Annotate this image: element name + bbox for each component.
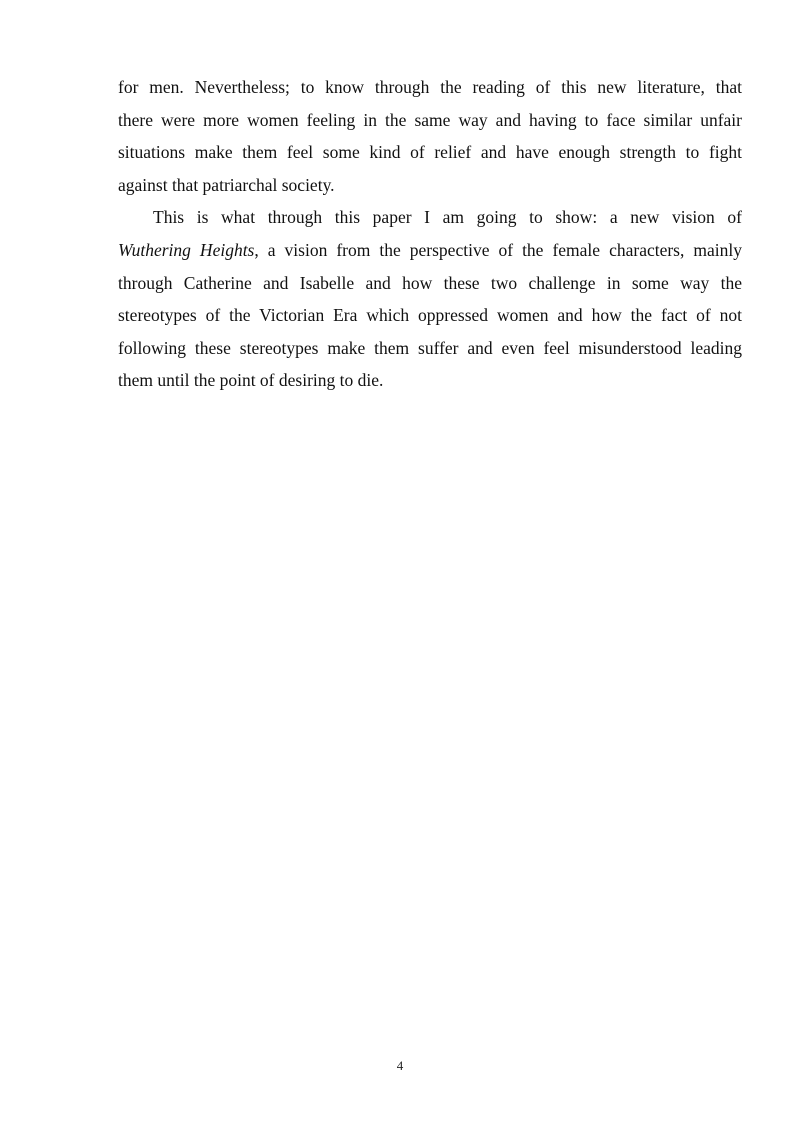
paragraph-2-line-2-rest: , a vision from the perspective of the female characters, mainly <box>254 239 742 260</box>
paragraph-2-line-3: through Catherine and Isabelle and how these two challenge in some way the <box>118 272 742 293</box>
paragraph-1 <box>118 71 742 201</box>
body-text <box>118 71 742 397</box>
paragraph-2-line-4: stereotypes of the Victorian Era which oppressed women and how the fact of not <box>118 305 742 326</box>
paragraph-1-line-1: for men. Nevertheless; to know through the reading of this new literature, that <box>118 77 742 97</box>
paragraph-1-line-2: there were more women feeling in the same way and having to face similar unfair <box>118 109 742 130</box>
paragraph-1-line-3: situations make them feel some kind of relief and have enough strength to fight <box>118 142 742 163</box>
paragraph-1-line-4: against that patriarchal society. <box>118 174 335 195</box>
paragraph-2-line-6: them until the point of desiring to die. <box>118 370 384 391</box>
paragraph-2-line-2 <box>118 234 742 267</box>
book-title: Wuthering Heights <box>118 239 255 260</box>
page-number: 4 <box>396 1058 404 1073</box>
paragraph-2-line-5: following these stereotypes make them suffer and even feel misunderstood leading <box>118 337 742 358</box>
paragraph-2 <box>118 201 742 397</box>
paragraph-2-line-1: This is what through this paper I am going to show: a new vision of <box>153 207 742 228</box>
